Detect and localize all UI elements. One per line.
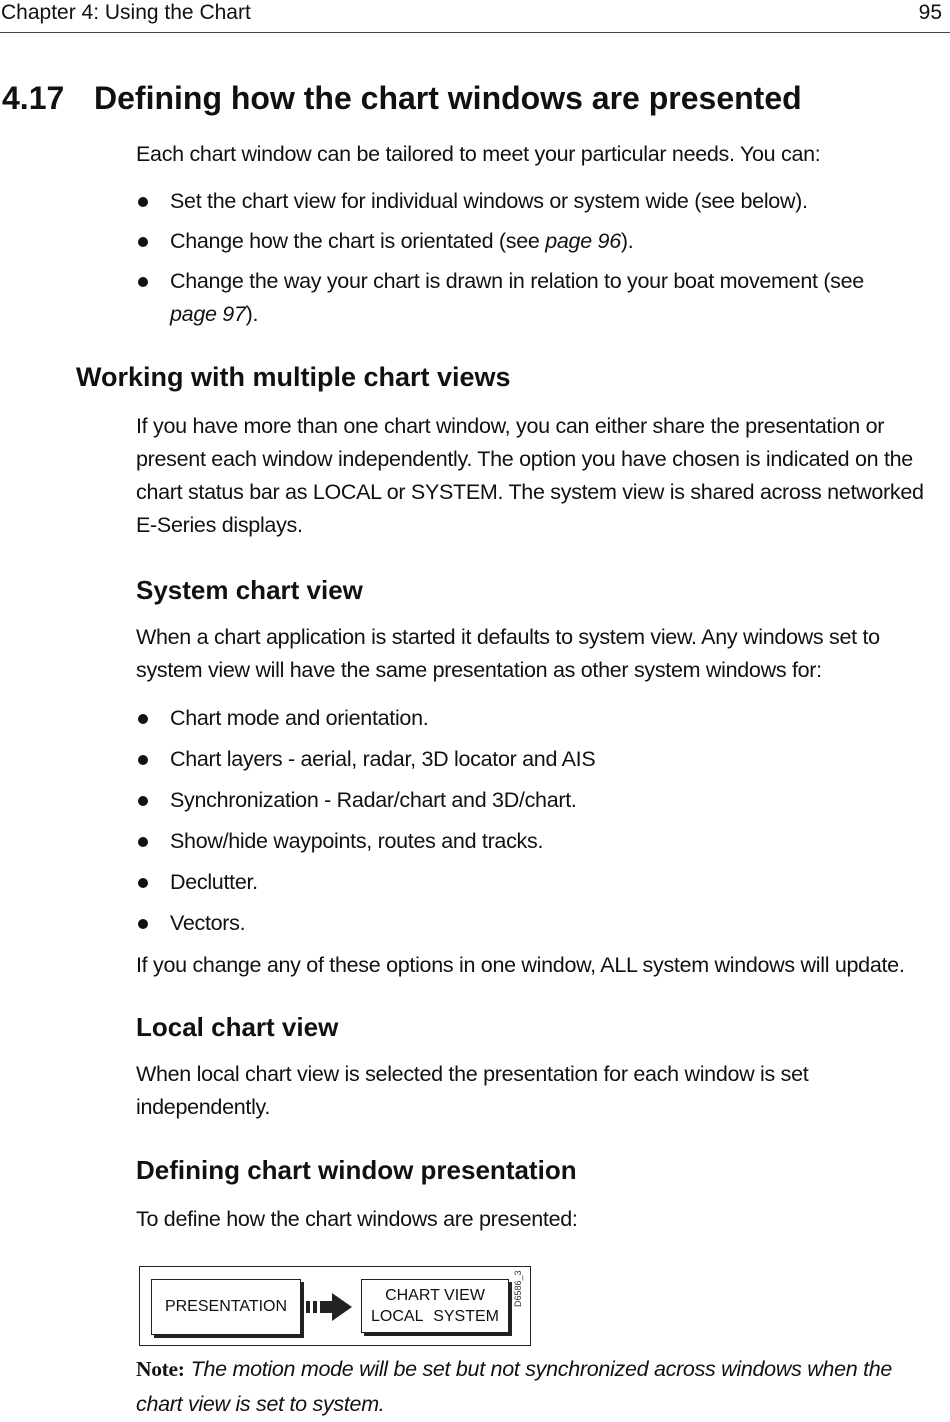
local-view-body: When local chart view is selected the presentation for each window is set independently. (136, 1062, 809, 1119)
page-number: 95 (918, 1, 942, 24)
local-view-heading: Local chart view (136, 1012, 339, 1042)
bullet-icon (138, 796, 148, 806)
system-view-footer: If you change any of these options in one window, ALL system windows will update. (136, 953, 905, 977)
bullet-icon (138, 237, 148, 247)
note-text: The motion mode will be set but not synchronized across windows when the chart view is set to system. (136, 1357, 893, 1416)
list-item: Vectors. (136, 907, 916, 940)
bullet-icon (138, 878, 148, 888)
multiple-views-heading: Working with multiple chart views (76, 362, 511, 392)
page-reference-link[interactable]: page 96 (545, 229, 621, 253)
bullet-icon (138, 755, 148, 765)
bullet-icon (138, 919, 148, 929)
section-number: 4.17 (2, 80, 65, 116)
note-label: Note: (136, 1357, 185, 1381)
note (136, 1352, 936, 1422)
figure-code: D6586_3 (513, 1270, 523, 1307)
list-item: Chart layers - aerial, radar, 3D locator and AIS (136, 743, 916, 776)
page-reference-link[interactable]: page 97 (170, 302, 246, 326)
intro-paragraph: Each chart window can be tailored to meet your particular needs. You can: (136, 142, 821, 166)
system-view-bullet-list (136, 702, 916, 940)
bullet-icon (138, 714, 148, 724)
multiple-views-body: If you have more than one chart window, you can either share the presentation or present each window independently. The option you have chosen is indicated on the chart status bar as LOCAL or SYSTEM. The system view is shared across networked E-Series displays. (136, 414, 924, 537)
presentation-button[interactable]: PRESENTATION (151, 1279, 301, 1335)
arrow-right-icon (306, 1291, 354, 1323)
chapter-title: Chapter 4: Using the Chart (1, 1, 251, 24)
system-view-body: When a chart application is started it defaults to system view. Any windows set to system view will have the same presentation as other system windows for: (136, 625, 880, 682)
intro-bullet-list (136, 185, 916, 331)
list-item: Show/hide waypoints, routes and tracks. (136, 825, 916, 858)
list-item: Set the chart view for individual windows or system wide (see below). (136, 185, 916, 218)
system-option: SYSTEM (433, 1308, 499, 1325)
list-item: Synchronization - Radar/chart and 3D/chart. (136, 784, 916, 817)
chart-view-button[interactable] (361, 1279, 509, 1333)
chart-view-label: CHART VIEW (385, 1287, 485, 1304)
bullet-icon (138, 197, 148, 207)
section-heading (2, 80, 802, 117)
list-item: Chart mode and orientation. (136, 702, 916, 735)
list-item: Declutter. (136, 866, 916, 899)
section-title: Defining how the chart windows are presented (94, 80, 802, 116)
defining-body: To define how the chart windows are presented: (136, 1207, 578, 1231)
page-header (0, 0, 950, 33)
list-item: Change the way your chart is drawn in relation to your boat movement (see page 97). (136, 265, 916, 331)
local-option: LOCAL (371, 1308, 424, 1325)
presentation-diagram (139, 1266, 531, 1346)
defining-heading: Defining chart window presentation (136, 1155, 577, 1185)
bullet-icon (138, 277, 148, 287)
system-view-heading: System chart view (136, 575, 363, 605)
list-item: Change how the chart is orientated (see page 96). (136, 225, 916, 258)
bullet-icon (138, 837, 148, 847)
